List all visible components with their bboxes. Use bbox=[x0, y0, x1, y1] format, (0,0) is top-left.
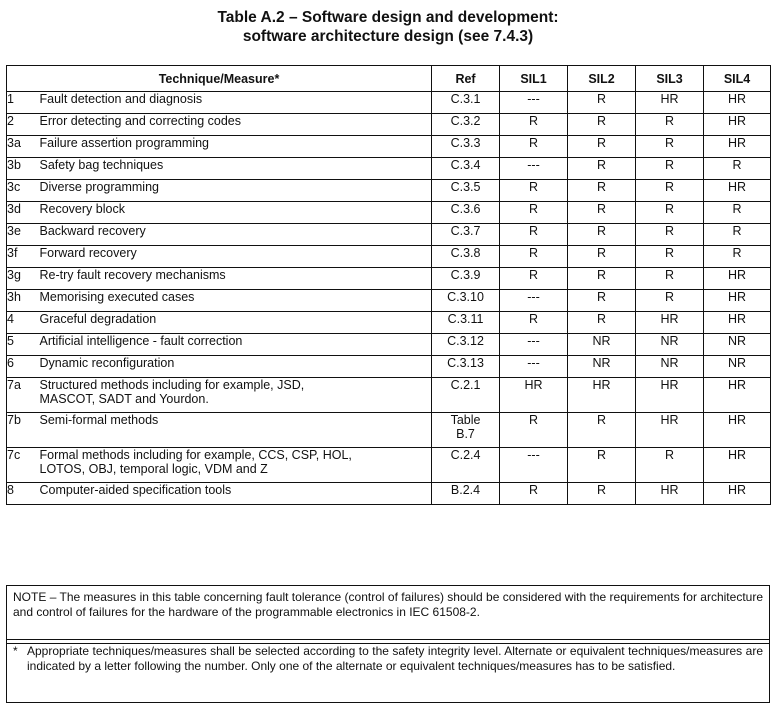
row-ref bbox=[432, 224, 500, 246]
row-sil4-text: HR bbox=[727, 413, 747, 427]
row-sil1 bbox=[500, 356, 568, 378]
row-sil4-text: HR bbox=[727, 378, 747, 392]
row-technique bbox=[40, 246, 432, 268]
row-sil1-text: R bbox=[529, 180, 539, 194]
row-sil4-text: HR bbox=[727, 312, 747, 326]
row-technique-text: Structured methods including for example, JSD, bbox=[39, 378, 305, 392]
row-number bbox=[7, 246, 40, 268]
row-sil3-text: R bbox=[665, 268, 675, 282]
row-sil4-text: HR bbox=[727, 448, 747, 462]
row-sil1-text: HR bbox=[524, 378, 543, 392]
row-number bbox=[7, 378, 40, 413]
row-sil3 bbox=[636, 334, 704, 356]
row-sil4 bbox=[704, 413, 771, 448]
row-sil4 bbox=[704, 114, 771, 136]
row-ref bbox=[432, 334, 500, 356]
row-technique bbox=[40, 92, 432, 114]
row-ref bbox=[432, 312, 500, 334]
table-row bbox=[7, 224, 771, 246]
row-sil4 bbox=[704, 246, 771, 268]
row-sil1-text: R bbox=[529, 246, 539, 260]
table-row bbox=[7, 136, 771, 158]
row-sil1 bbox=[500, 483, 568, 505]
row-ref bbox=[432, 483, 500, 505]
row-sil1-text: --- bbox=[527, 290, 540, 304]
row-sil2 bbox=[568, 268, 636, 290]
row-sil2 bbox=[568, 92, 636, 114]
row-sil4-text: HR bbox=[727, 92, 747, 106]
table-row bbox=[7, 483, 771, 505]
row-sil4-text: HR bbox=[727, 180, 747, 194]
row-sil2-text: R bbox=[597, 483, 607, 497]
row-ref bbox=[432, 158, 500, 180]
row-sil2-text: R bbox=[597, 290, 607, 304]
row-number bbox=[7, 92, 40, 114]
row-sil1-text: --- bbox=[527, 356, 540, 370]
row-sil1-text: R bbox=[529, 312, 539, 326]
row-sil2-text: R bbox=[597, 114, 607, 128]
technique-table bbox=[6, 65, 771, 505]
table-row bbox=[7, 114, 771, 136]
row-sil1-text: R bbox=[529, 136, 539, 150]
table-row bbox=[7, 378, 771, 413]
row-number bbox=[7, 180, 40, 202]
header-row bbox=[7, 66, 771, 92]
note-text: NOTE – The measures in this table concerning fault tolerance (control of failures) should be considered with the requirements for architecture and control of failures for the hardware of the programmable electronics in IEC 61508-2. bbox=[13, 590, 763, 619]
row-number-text: 3a bbox=[7, 136, 21, 150]
row-sil2-text: R bbox=[597, 136, 607, 150]
row-sil1-text: R bbox=[529, 224, 539, 238]
row-technique-text: Diverse programming bbox=[39, 180, 159, 194]
row-technique bbox=[40, 268, 432, 290]
row-sil3 bbox=[636, 483, 704, 505]
row-sil4-text: R bbox=[732, 158, 742, 172]
row-sil1 bbox=[500, 92, 568, 114]
row-sil1 bbox=[500, 378, 568, 413]
table-row bbox=[7, 268, 771, 290]
table-row bbox=[7, 180, 771, 202]
row-sil2-text: R bbox=[597, 413, 607, 427]
table-row bbox=[7, 448, 771, 483]
row-number-text: 4 bbox=[7, 312, 14, 326]
row-sil2 bbox=[568, 136, 636, 158]
row-sil3 bbox=[636, 448, 704, 483]
note-box bbox=[6, 585, 770, 644]
row-sil3 bbox=[636, 136, 704, 158]
row-number-text: 7a bbox=[7, 378, 21, 392]
header-sil2: SIL2 bbox=[568, 66, 636, 92]
row-sil3 bbox=[636, 158, 704, 180]
row-sil3-text: HR bbox=[660, 413, 679, 427]
row-sil3 bbox=[636, 92, 704, 114]
row-ref-text: C.3.3 bbox=[450, 136, 481, 150]
row-sil2 bbox=[568, 378, 636, 413]
row-technique-text: Fault detection and diagnosis bbox=[39, 92, 203, 106]
row-technique-text: Error detecting and correcting codes bbox=[39, 114, 241, 128]
header-sil1: SIL1 bbox=[500, 66, 568, 92]
row-sil3 bbox=[636, 246, 704, 268]
row-sil3 bbox=[636, 114, 704, 136]
header-sil3: SIL3 bbox=[636, 66, 704, 92]
row-ref bbox=[432, 114, 500, 136]
row-sil4 bbox=[704, 136, 771, 158]
row-sil3 bbox=[636, 202, 704, 224]
row-number-text: 2 bbox=[7, 114, 14, 128]
row-technique-text: Computer-aided specification tools bbox=[39, 483, 232, 497]
row-sil2 bbox=[568, 448, 636, 483]
row-ref-text: C.3.11 bbox=[447, 312, 484, 326]
row-technique-text: Re-try fault recovery mechanisms bbox=[39, 268, 226, 282]
row-ref bbox=[432, 268, 500, 290]
row-number bbox=[7, 334, 40, 356]
row-sil3 bbox=[636, 356, 704, 378]
row-sil3-text: R bbox=[665, 114, 675, 128]
footnote-box bbox=[6, 639, 770, 703]
row-sil2 bbox=[568, 483, 636, 505]
row-technique bbox=[40, 312, 432, 334]
row-sil4 bbox=[704, 378, 771, 413]
table-title bbox=[0, 8, 776, 46]
row-technique bbox=[40, 202, 432, 224]
row-ref-text: C.3.4 bbox=[450, 158, 481, 172]
row-sil4-text: R bbox=[732, 246, 742, 260]
row-number bbox=[7, 202, 40, 224]
row-sil3 bbox=[636, 378, 704, 413]
row-sil1-text: R bbox=[529, 268, 539, 282]
row-sil4 bbox=[704, 158, 771, 180]
row-ref-text: B.2.4 bbox=[450, 483, 481, 497]
row-sil1-text: R bbox=[529, 483, 539, 497]
row-sil3 bbox=[636, 312, 704, 334]
row-ref bbox=[432, 202, 500, 224]
row-technique-text: Semi-formal methods bbox=[39, 413, 159, 427]
row-number-text: 7b bbox=[7, 413, 21, 427]
row-technique-text: Failure assertion programming bbox=[39, 136, 210, 150]
row-ref-text: C.3.10 bbox=[447, 290, 484, 304]
row-technique-text: Safety bag techniques bbox=[39, 158, 164, 172]
row-sil1-text: --- bbox=[527, 158, 540, 172]
row-sil4-text: HR bbox=[727, 483, 747, 497]
row-sil2-text: R bbox=[597, 202, 607, 216]
row-sil2-text: NR bbox=[592, 356, 611, 370]
row-sil4-text: R bbox=[732, 224, 742, 238]
row-sil4-text: HR bbox=[727, 136, 747, 150]
row-sil2-text: R bbox=[597, 268, 607, 282]
row-number bbox=[7, 268, 40, 290]
row-technique-text: Backward recovery bbox=[39, 224, 146, 238]
row-sil1 bbox=[500, 268, 568, 290]
row-number-text: 7c bbox=[7, 448, 21, 462]
row-number bbox=[7, 290, 40, 312]
row-technique bbox=[40, 114, 432, 136]
row-technique-text: Recovery block bbox=[39, 202, 125, 216]
row-ref-text: C.3.7 bbox=[450, 224, 481, 238]
row-sil2-text: NR bbox=[592, 334, 611, 348]
row-ref bbox=[432, 180, 500, 202]
row-technique bbox=[40, 334, 432, 356]
row-technique-text: Graceful degradation bbox=[39, 312, 157, 326]
row-ref-text: C.3.2 bbox=[450, 114, 481, 128]
row-number-text: 5 bbox=[7, 334, 14, 348]
row-sil4 bbox=[704, 312, 771, 334]
row-ref bbox=[432, 136, 500, 158]
row-ref bbox=[432, 413, 500, 448]
table-row bbox=[7, 334, 771, 356]
row-sil2 bbox=[568, 312, 636, 334]
row-technique-text: Memorising executed cases bbox=[39, 290, 195, 304]
row-sil2 bbox=[568, 413, 636, 448]
row-technique bbox=[40, 378, 432, 413]
table-title-line-2: software architecture design (see 7.4.3) bbox=[242, 28, 534, 45]
row-ref-text: C.3.1 bbox=[450, 92, 481, 106]
row-technique-text: Forward recovery bbox=[39, 246, 137, 260]
row-sil3-text: R bbox=[665, 290, 675, 304]
row-technique-text: LOTOS, OBJ, temporal logic, VDM and Z bbox=[39, 462, 268, 476]
row-number bbox=[7, 224, 40, 246]
row-ref-text: C.3.5 bbox=[450, 180, 481, 194]
row-sil2 bbox=[568, 334, 636, 356]
row-sil2-text: R bbox=[597, 312, 607, 326]
row-sil1 bbox=[500, 180, 568, 202]
row-ref-text: B.7 bbox=[456, 427, 475, 441]
row-sil2 bbox=[568, 202, 636, 224]
row-sil1-text: --- bbox=[527, 448, 540, 462]
row-sil1 bbox=[500, 312, 568, 334]
row-number-text: 3b bbox=[7, 158, 21, 172]
row-number-text: 3e bbox=[7, 224, 21, 238]
row-sil1 bbox=[500, 413, 568, 448]
row-ref bbox=[432, 246, 500, 268]
row-sil4 bbox=[704, 202, 771, 224]
row-sil4-text: HR bbox=[727, 268, 747, 282]
row-number-text: 3h bbox=[7, 290, 21, 304]
row-sil3-text: R bbox=[665, 180, 675, 194]
row-ref-text: C.3.6 bbox=[450, 202, 481, 216]
table-row bbox=[7, 413, 771, 448]
row-sil2-text: R bbox=[597, 92, 607, 106]
row-sil1-text: R bbox=[529, 413, 539, 427]
table-row bbox=[7, 246, 771, 268]
row-sil3-text: NR bbox=[660, 356, 679, 370]
row-sil1 bbox=[500, 136, 568, 158]
row-sil1 bbox=[500, 448, 568, 483]
row-ref-text: C.3.9 bbox=[450, 268, 481, 282]
footnote-text: Appropriate techniques/measures shall be selected according to the safety integrity level. Alternate or equivalent techniques/measures are indicated by a letter following the number. Only one of the alternate or equivalent techniques/measures has to be satisfied. bbox=[27, 644, 763, 673]
row-number-text: 8 bbox=[7, 483, 14, 497]
row-number bbox=[7, 413, 40, 448]
table-row bbox=[7, 356, 771, 378]
row-sil1 bbox=[500, 158, 568, 180]
row-sil1 bbox=[500, 334, 568, 356]
row-number bbox=[7, 136, 40, 158]
row-sil3-text: HR bbox=[660, 483, 679, 497]
row-sil4 bbox=[704, 180, 771, 202]
row-technique-text: Dynamic reconfiguration bbox=[39, 356, 175, 370]
row-sil1 bbox=[500, 202, 568, 224]
row-sil1-text: R bbox=[529, 202, 539, 216]
row-sil3-text: R bbox=[665, 224, 675, 238]
row-sil1 bbox=[500, 290, 568, 312]
row-number bbox=[7, 356, 40, 378]
row-sil2 bbox=[568, 114, 636, 136]
row-sil3 bbox=[636, 224, 704, 246]
row-technique bbox=[40, 180, 432, 202]
row-number-text: 3f bbox=[7, 246, 18, 260]
row-sil3-text: R bbox=[665, 136, 675, 150]
row-sil4 bbox=[704, 483, 771, 505]
row-sil3 bbox=[636, 413, 704, 448]
row-ref bbox=[432, 448, 500, 483]
table-row bbox=[7, 312, 771, 334]
table-body bbox=[7, 92, 771, 505]
row-sil2-text: R bbox=[597, 180, 607, 194]
row-sil2 bbox=[568, 224, 636, 246]
row-sil3-text: R bbox=[665, 448, 675, 462]
row-sil3-text: R bbox=[665, 158, 675, 172]
row-sil2 bbox=[568, 290, 636, 312]
row-sil1 bbox=[500, 224, 568, 246]
row-sil2 bbox=[568, 356, 636, 378]
row-number bbox=[7, 448, 40, 483]
row-sil4-text: R bbox=[732, 202, 742, 216]
row-sil3-text: HR bbox=[660, 312, 679, 326]
row-technique bbox=[40, 136, 432, 158]
table-row bbox=[7, 290, 771, 312]
row-sil1 bbox=[500, 114, 568, 136]
row-sil3-text: NR bbox=[660, 334, 679, 348]
row-sil2-text: R bbox=[597, 224, 607, 238]
row-number-text: 3d bbox=[7, 202, 21, 216]
header-ref: Ref bbox=[432, 66, 500, 92]
row-sil4 bbox=[704, 92, 771, 114]
row-ref bbox=[432, 378, 500, 413]
row-technique bbox=[40, 356, 432, 378]
row-number bbox=[7, 312, 40, 334]
header-technique: Technique/Measure* bbox=[7, 66, 432, 92]
row-sil3 bbox=[636, 180, 704, 202]
row-sil4-text: HR bbox=[727, 114, 747, 128]
table-row bbox=[7, 158, 771, 180]
row-sil2-text: HR bbox=[592, 378, 611, 392]
row-ref bbox=[432, 92, 500, 114]
table-row bbox=[7, 202, 771, 224]
row-sil4 bbox=[704, 290, 771, 312]
row-sil1-text: --- bbox=[527, 92, 540, 106]
row-sil1-text: R bbox=[529, 114, 539, 128]
row-sil3 bbox=[636, 290, 704, 312]
row-technique-text: Artificial intelligence - fault correction bbox=[39, 334, 243, 348]
row-number bbox=[7, 114, 40, 136]
row-technique bbox=[40, 224, 432, 246]
row-technique bbox=[40, 158, 432, 180]
row-number bbox=[7, 483, 40, 505]
row-ref-text: C.3.12 bbox=[447, 334, 484, 348]
row-number-text: 3g bbox=[7, 268, 21, 282]
row-ref-text: C.2.1 bbox=[450, 378, 481, 392]
footnote-marker: * bbox=[13, 644, 18, 658]
row-sil3-text: HR bbox=[660, 92, 679, 106]
row-sil3-text: R bbox=[665, 246, 675, 260]
row-technique bbox=[40, 448, 432, 483]
row-technique bbox=[40, 413, 432, 448]
row-sil4-text: HR bbox=[727, 290, 747, 304]
row-sil1-text: --- bbox=[527, 334, 540, 348]
row-sil2 bbox=[568, 158, 636, 180]
row-sil3-text: R bbox=[665, 202, 675, 216]
row-number-text: 3c bbox=[7, 180, 21, 194]
row-ref bbox=[432, 356, 500, 378]
row-sil3 bbox=[636, 268, 704, 290]
row-ref-text: C.3.8 bbox=[450, 246, 481, 260]
header-sil4: SIL4 bbox=[704, 66, 771, 92]
row-ref-text: C.2.4 bbox=[450, 448, 481, 462]
row-ref bbox=[432, 290, 500, 312]
row-sil4 bbox=[704, 268, 771, 290]
row-technique bbox=[40, 290, 432, 312]
row-ref-text: Table bbox=[450, 413, 481, 427]
row-sil4-text: NR bbox=[727, 334, 747, 348]
row-sil2-text: R bbox=[597, 246, 607, 260]
row-technique-text: MASCOT, SADT and Yourdon. bbox=[39, 392, 209, 406]
row-number bbox=[7, 158, 40, 180]
row-sil2-text: R bbox=[597, 158, 607, 172]
row-sil2-text: R bbox=[597, 448, 607, 462]
row-technique-text: Formal methods including for example, CCS, CSP, HOL, bbox=[39, 448, 352, 462]
row-sil1 bbox=[500, 246, 568, 268]
row-ref-text: C.3.13 bbox=[447, 356, 484, 370]
row-sil4 bbox=[704, 448, 771, 483]
row-technique bbox=[40, 483, 432, 505]
row-number-text: 6 bbox=[7, 356, 14, 370]
row-sil4 bbox=[704, 356, 771, 378]
row-sil4 bbox=[704, 334, 771, 356]
row-number-text: 1 bbox=[7, 92, 14, 106]
row-sil4-text: NR bbox=[727, 356, 747, 370]
row-sil2 bbox=[568, 246, 636, 268]
row-sil2 bbox=[568, 180, 636, 202]
row-sil3-text: HR bbox=[660, 378, 679, 392]
row-sil4 bbox=[704, 224, 771, 246]
table-title-line-1: Table A.2 – Software design and development: bbox=[217, 9, 559, 26]
table-row bbox=[7, 92, 771, 114]
